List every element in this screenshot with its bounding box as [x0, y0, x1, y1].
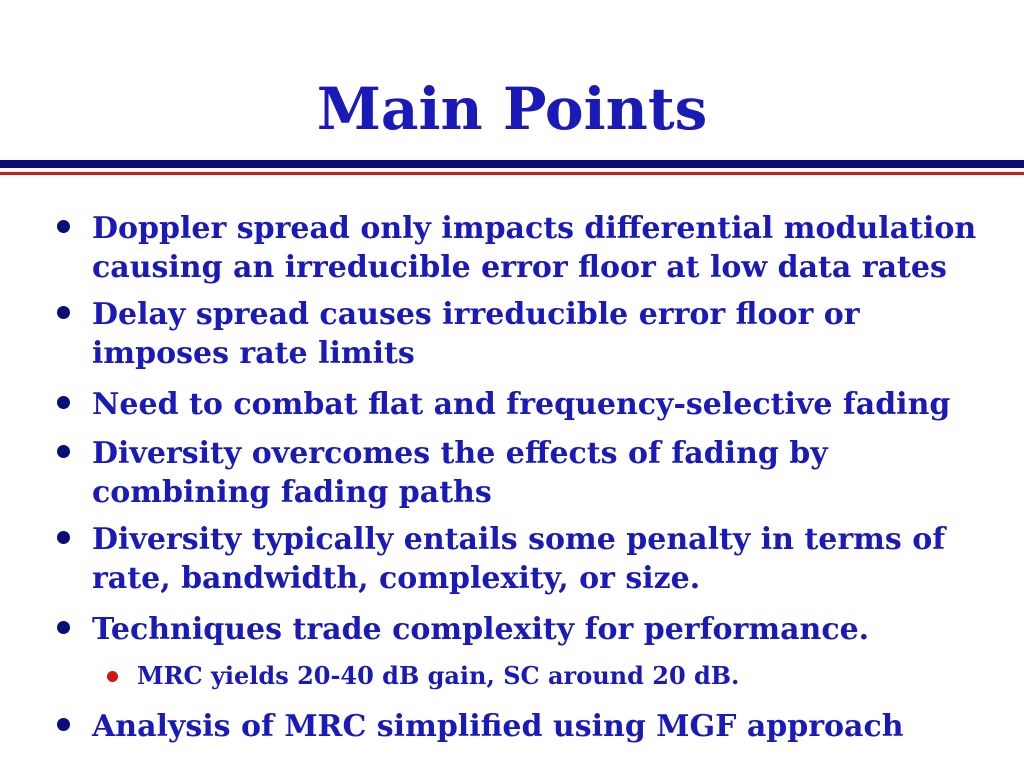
bullet-item-diversity-penalty [92, 520, 992, 598]
bullet-line: causing an irreducible error floor at low data rates [92, 250, 947, 285]
bullet-line: Doppler spread only impacts differential modulation [92, 211, 977, 246]
sub-bullet-item-mrc-gain [137, 661, 1024, 691]
bullet-line: Delay spread causes irreducible error floor or [92, 297, 860, 332]
bullet-dot-icon [57, 396, 70, 409]
bullet-line: imposes rate limits [92, 336, 415, 371]
bullet-item-diversity-overcomes [92, 434, 992, 512]
bullet-item-delay-spread [92, 295, 992, 373]
bullet-line: Diversity typically entails some penalty in terms of [92, 522, 946, 557]
bullet-dot-icon [57, 531, 70, 544]
slide-title: Main Points [316, 75, 708, 143]
bullet-dot-icon [57, 220, 70, 233]
bullet-item-doppler [92, 209, 992, 287]
bullet-item-techniques [92, 610, 992, 649]
bullet-item-mrc-analysis [92, 707, 992, 746]
bullet-dot-icon [57, 306, 70, 319]
title-divider-blue [0, 160, 1024, 168]
bullet-item-fading [92, 385, 992, 424]
bullet-line: Diversity overcomes the effects of fading by [92, 436, 828, 471]
bullet-line: Techniques trade complexity for performance. [92, 612, 870, 647]
bullet-line: Need to combat flat and frequency-selective fading [92, 387, 951, 422]
sub-bullet-dot-icon [107, 671, 118, 682]
bullet-line: rate, bandwidth, complexity, or size. [92, 561, 701, 596]
bullet-dot-icon [57, 718, 70, 731]
bullet-line: combining fading paths [92, 475, 492, 510]
bullet-line: Analysis of MRC simplified using MGF approach [92, 709, 904, 744]
sub-bullet-line: MRC yields 20-40 dB gain, SC around 20 dB. [137, 661, 740, 690]
bullet-dot-icon [57, 621, 70, 634]
title-divider-red [0, 172, 1024, 175]
bullet-dot-icon [57, 445, 70, 458]
